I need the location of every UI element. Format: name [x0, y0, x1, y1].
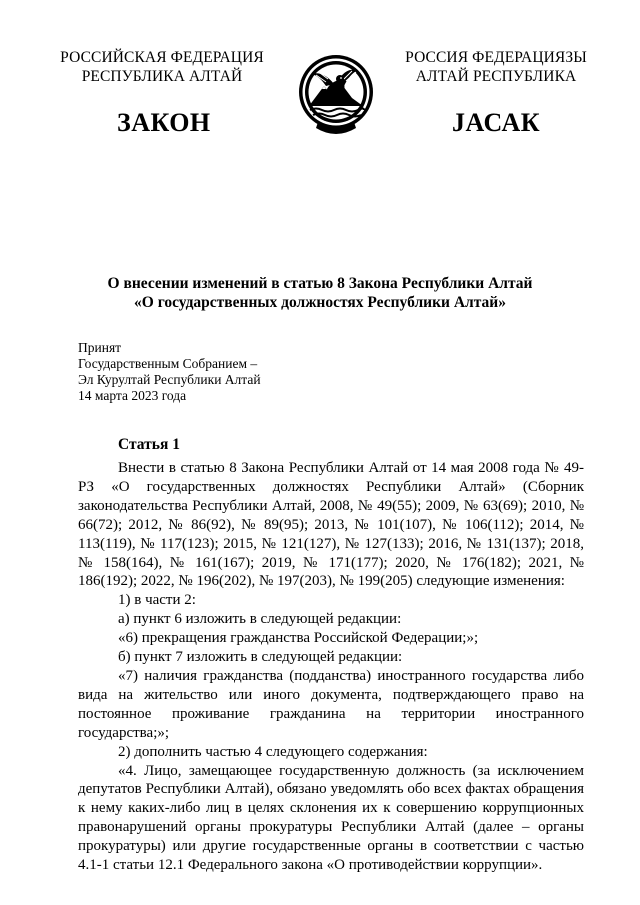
article-paragraph: 2) дополнить частью 4 следующего содержания: — [118, 743, 428, 760]
adoption-block — [78, 340, 261, 404]
article-heading: Статья 1 — [118, 436, 180, 453]
article-paragraph: а) пункт 6 изложить в следующей редакции: — [118, 611, 402, 628]
adoption-line3: Эл Курултай Республики Алтай — [78, 372, 261, 387]
document-title-line2: «О государственных должностях Республики Алтай» — [134, 294, 506, 311]
adoption-line1: Принят — [78, 340, 122, 355]
header-right-line2: АЛТАЙ РЕСПУБЛИКА — [415, 68, 577, 85]
document-title-line1: О внесении изменений в статью 8 Закона Республики Алтай — [107, 275, 533, 292]
law-title-alt: JАСАК — [452, 108, 541, 137]
header-right — [376, 48, 616, 86]
adoption-line2: Государственным Собранием – — [78, 356, 258, 371]
article-paragraph: Внести в статью 8 Закона Республики Алтай от 14 мая 2008 года № 49-РЗ «О государственных должностях Республики Алтай» (Сборник законодательства Республики Алтай, 2008, № 49(55); 2009, № 63(69); 2010, № 66(72); 2012, № 86(92), № 89(95); 2013, № 101(107), № 106(112); 2014, № 113(119), № 117(123); 2015, № 121(127), № 127(133); 2016, № 131(137); 2018, № 158(164), № 161(167); 2019, № 171(177); 2020, № 176(182); 2021, № 186(192); 2022, № 196(202), № 197(203), № 199(205) следующие изменения: — [78, 460, 584, 590]
law-title-ru: ЗАКОН — [117, 108, 211, 137]
header-left-line2: РЕСПУБЛИКА АЛТАЙ — [81, 68, 243, 85]
article-paragraph: 1) в части 2: — [118, 592, 196, 609]
article-paragraph: «6) прекращения гражданства Российской Федерации;»; — [118, 630, 479, 647]
header-left-line1: РОССИЙСКАЯ ФЕДЕРАЦИЯ — [60, 49, 264, 66]
header-right-line1: РОССИЯ ФЕДЕРАЦИЯЗЫ — [405, 49, 587, 66]
document-title — [60, 274, 580, 312]
article-paragraph: «4. Лицо, замещающее государственную должность (за исключением депутатов Республики Алтай), обязано уведомлять обо всех фактах обращения к нему каких-либо лиц в целях склонения их к совершению коррупционных правонарушений органы прокуратуры Республики Алтай (далее – органы прокуратуры) или другие государственные органы в соответствии с частью 4.1-1 статьи 12.1 Федерального закона «О противодействии коррупции». — [78, 762, 584, 874]
header-left — [42, 48, 282, 86]
article-paragraph: б) пункт 7 изложить в следующей редакции: — [118, 649, 403, 666]
article-body — [78, 459, 584, 875]
article-paragraph: «7) наличия гражданства (подданства) иностранного государства либо вида на жительство или иного документа, подтверждающего право на постоянное проживание гражданина на территории иностранного государства;»; — [78, 667, 584, 741]
adoption-date: 14 марта 2023 года — [78, 388, 187, 403]
altai-coat-of-arms-icon — [296, 48, 376, 138]
